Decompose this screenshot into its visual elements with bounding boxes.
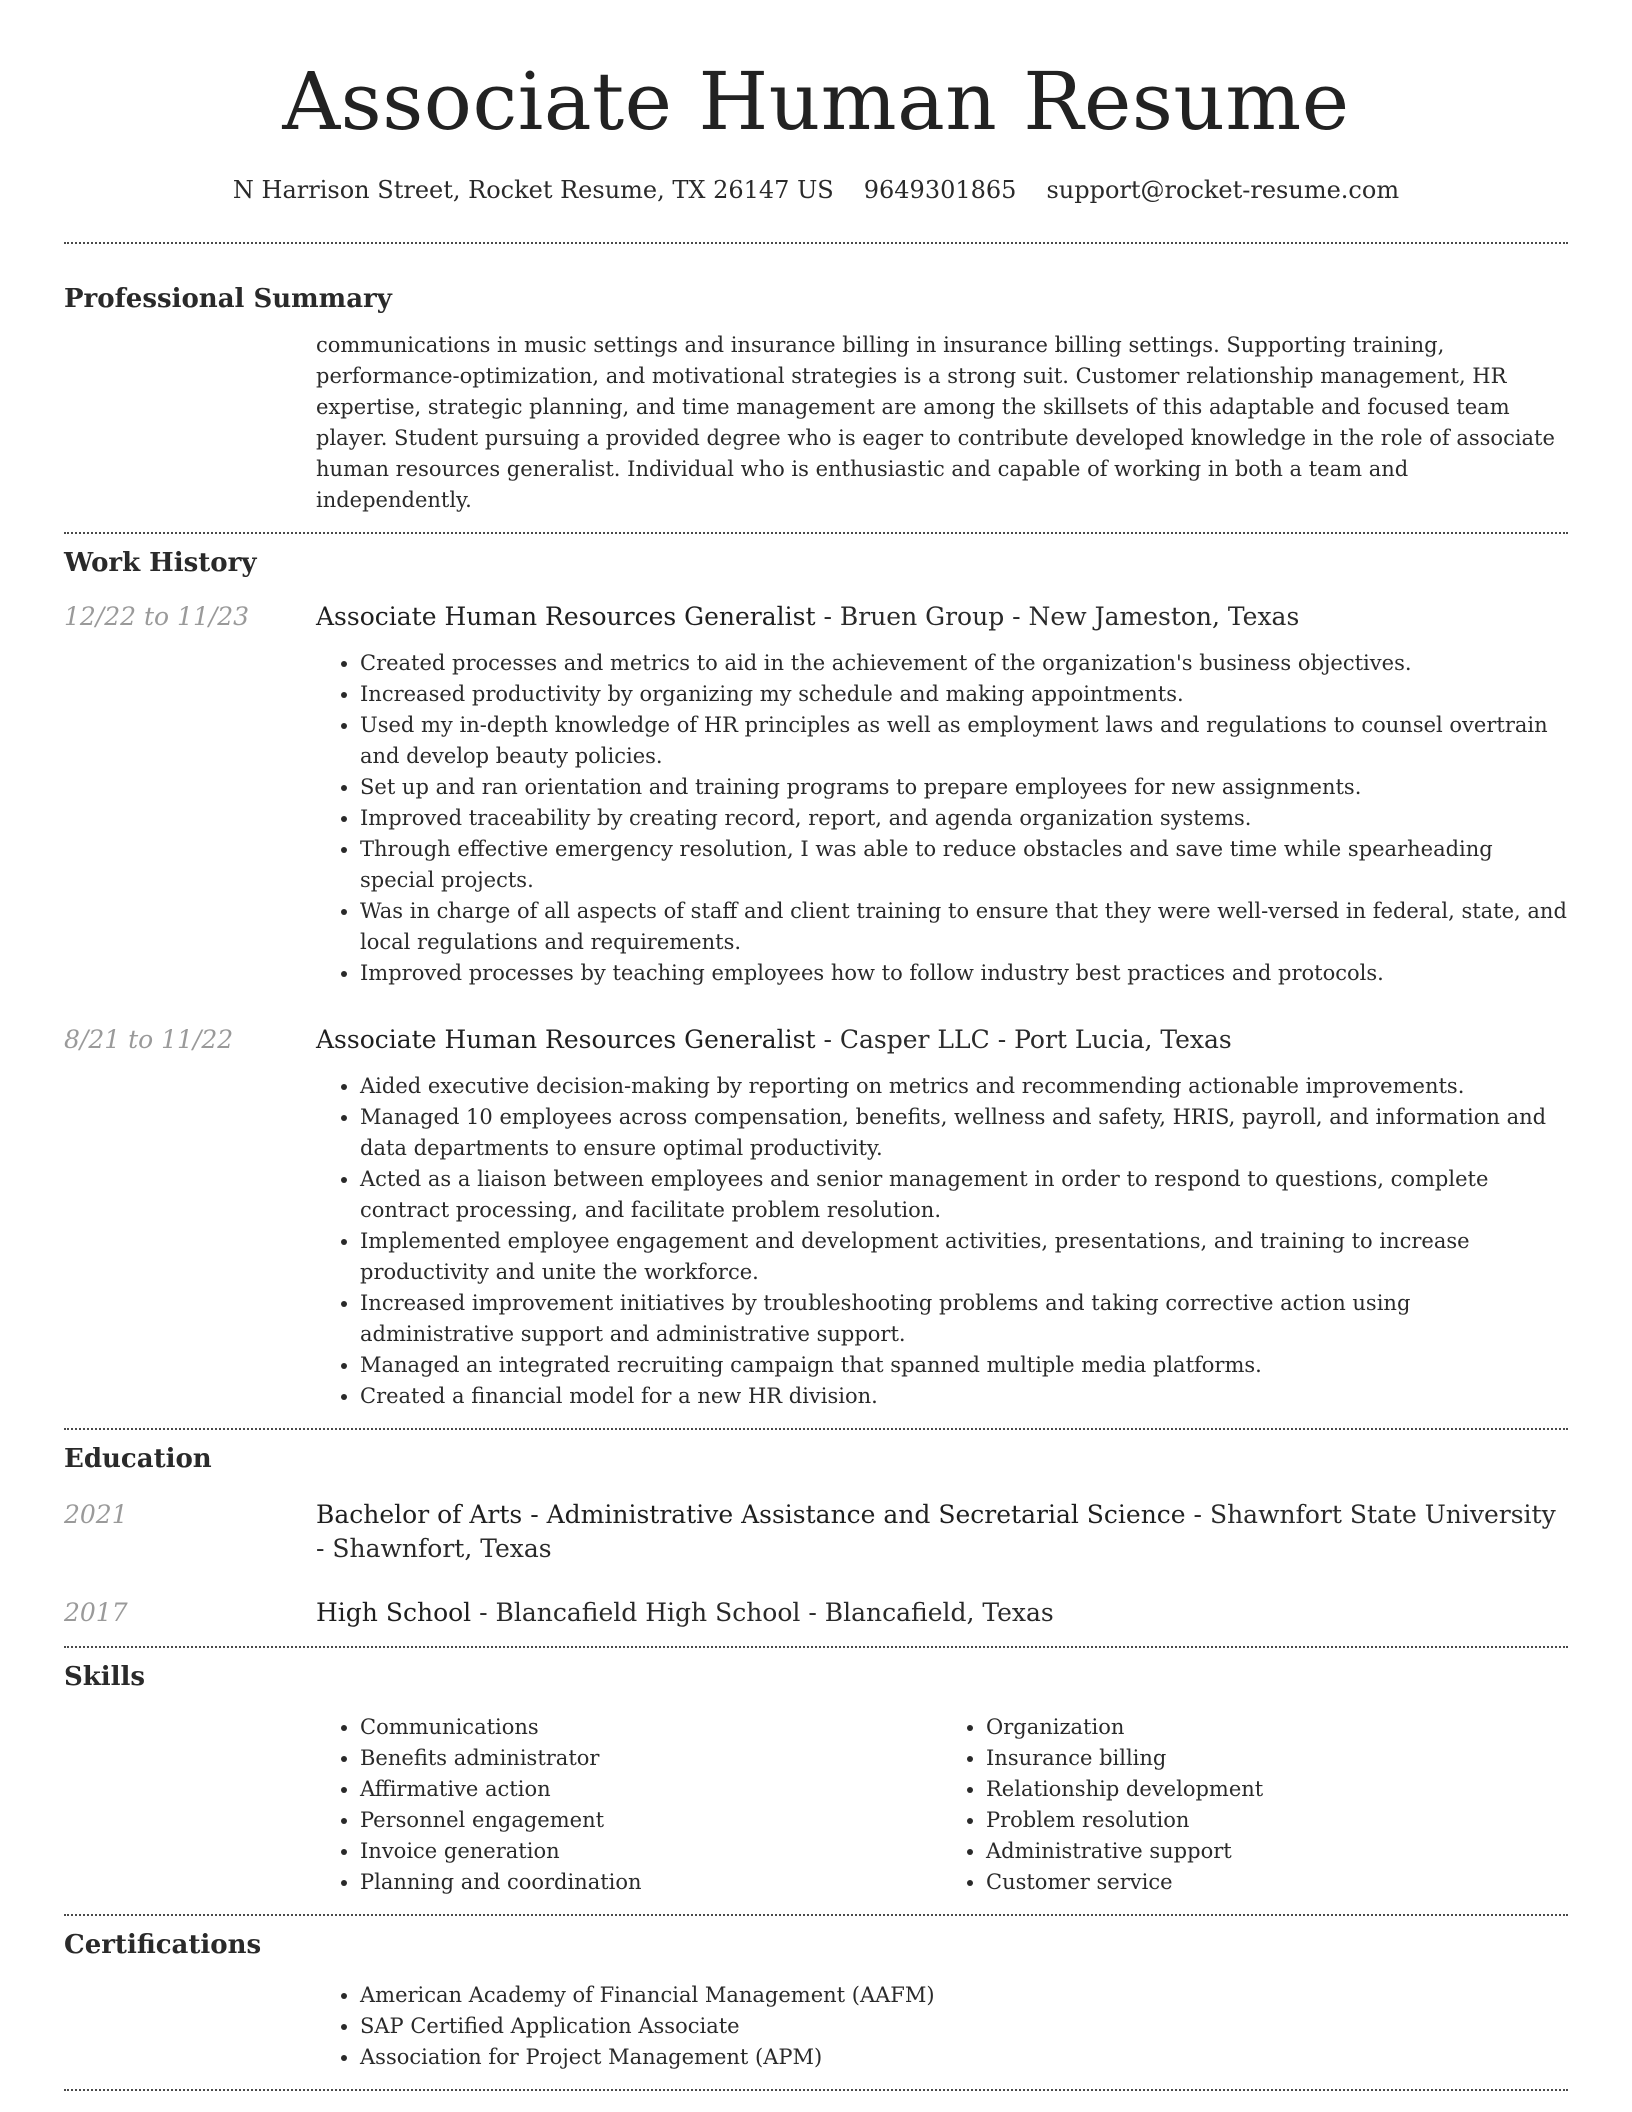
list-item: • Planning and coordination <box>360 1867 942 1898</box>
list-item: • Customer service <box>986 1867 1568 1898</box>
list-item: • Set up and ran orientation and training programs to prepare employees for new assignments. <box>360 772 1568 803</box>
section-divider <box>64 532 1568 534</box>
list-item: • SAP Certified Application Associate <box>360 2011 1568 2042</box>
contact-line <box>64 174 1568 206</box>
section-divider <box>64 1914 1568 1916</box>
address: N Harrison Street, Rocket Resume, TX 26147 US <box>232 176 834 204</box>
page-title: Associate Human Resume <box>282 55 1350 148</box>
education-section <box>64 1442 1568 1630</box>
phone: 9649301865 <box>863 176 1017 204</box>
email: support@rocket-resume.com <box>1046 176 1400 204</box>
list-item: • Improved processes by teaching employees how to follow industry best practices and protocols. <box>360 958 1568 989</box>
job-dates: 8/21 to 11/22 <box>64 1025 234 1054</box>
list-item: • Aided executive decision-making by reporting on metrics and recommending actionable improvements. <box>360 1071 1568 1102</box>
list-item: • Acted as a liaison between employees and senior management in order to respond to questions, complete contract processing, and facilitate problem resolution. <box>360 1164 1568 1226</box>
education-entry <box>64 1498 1568 1566</box>
education-heading: Education <box>64 1444 212 1474</box>
certifications-heading: Certifications <box>64 1930 262 1960</box>
job-dates: 12/22 to 11/23 <box>64 602 250 631</box>
list-item: • Relationship development <box>986 1774 1568 1805</box>
education-title <box>316 1596 1568 1630</box>
list-item: • Benefits administrator <box>360 1743 942 1774</box>
list-item: • Insurance billing <box>986 1743 1568 1774</box>
section-divider <box>64 1428 1568 1430</box>
education-details: - Shawnfort State University - Shawnfort, Texas <box>316 1500 1556 1563</box>
section-divider <box>64 242 1568 244</box>
list-item: • Used my in-depth knowledge of HR principles as well as employment laws and regulations to counsel overtrain and develop beauty policies. <box>360 710 1568 772</box>
skills-grid <box>316 1712 1568 1898</box>
resume-page <box>64 0 1568 2091</box>
education-entry <box>64 1596 1568 1630</box>
list-item: • Affirmative action <box>360 1774 942 1805</box>
work-history-section <box>64 546 1568 1412</box>
list-item: • Managed 10 employees across compensation, benefits, wellness and safety, HRIS, payroll, and information and data departments to ensure optimal productivity. <box>360 1102 1568 1164</box>
list-item: • Increased productivity by organizing my schedule and making appointments. <box>360 679 1568 710</box>
list-item: • Organization <box>986 1712 1568 1743</box>
list-item: • American Academy of Financial Management (AAFM) <box>360 1980 1568 2011</box>
certifications-list <box>316 1980 1568 2073</box>
skills-list-right <box>942 1712 1568 1898</box>
list-item: • Was in charge of all aspects of staff and client training to ensure that they were well-versed in federal, state, and local regulations and requirements. <box>360 896 1568 958</box>
list-item: • Association for Project Management (APM) <box>360 2042 1568 2073</box>
list-item: • Invoice generation <box>360 1836 942 1867</box>
list-item: • Through effective emergency resolution, I was able to reduce obstacles and save time while spearheading special projects. <box>360 834 1568 896</box>
list-item: • Implemented employee engagement and development activities, presentations, and training to increase productivity and unite the workforce. <box>360 1226 1568 1288</box>
education-title <box>316 1498 1568 1566</box>
list-item: • Administrative support <box>986 1836 1568 1867</box>
summary-section <box>64 282 1568 516</box>
list-item: • Increased improvement initiatives by troubleshooting problems and taking corrective action using administrative support and administrative support. <box>360 1288 1568 1350</box>
education-details: - Blancafield High School - Blancafield, Texas <box>471 1598 1054 1627</box>
list-item: • Personnel engagement <box>360 1805 942 1836</box>
skills-heading: Skills <box>64 1662 146 1692</box>
section-divider <box>64 2089 1568 2091</box>
summary-text: communications in music settings and insurance billing in insurance billing settings. Supporting training, performance-optimization, and motivational strategies is a strong suit. Customer relationship management, HR expertise, strategic planning, and time management are among the skillsets of this adaptable and focused team player. Student pursuing a provided degree who is eager to contribute developed knowledge in the role of associate human resources generalist. Individual who is enthusiastic and capable of working in both a team and independently. <box>316 333 1555 512</box>
skills-section <box>64 1660 1568 1898</box>
job-entry <box>64 600 1568 989</box>
section-divider <box>64 1646 1568 1648</box>
job-entry <box>64 1023 1568 1412</box>
list-item: • Created a financial model for a new HR division. <box>360 1381 1568 1412</box>
degree: Bachelor of Arts - Administrative Assistance and Secretarial Science <box>316 1500 1186 1529</box>
list-item: • Improved traceability by creating record, report, and agenda organization systems. <box>360 803 1568 834</box>
job-details: - Casper LLC - Port Lucia, Texas <box>815 1025 1232 1054</box>
list-item: • Communications <box>360 1712 942 1743</box>
job-details: - Bruen Group - New Jameston, Texas <box>815 602 1300 631</box>
summary-heading: Professional Summary <box>64 284 392 314</box>
job-bullets <box>316 648 1568 989</box>
degree: High School <box>316 1598 472 1627</box>
resume-header <box>64 52 1568 206</box>
education-year: 2017 <box>64 1598 128 1627</box>
skills-list-left <box>316 1712 942 1898</box>
job-role: Associate Human Resources Generalist <box>316 602 816 631</box>
job-title <box>316 1023 1568 1057</box>
list-item: • Managed an integrated recruiting campaign that spanned multiple media platforms. <box>360 1350 1568 1381</box>
work-history-heading: Work History <box>64 548 257 578</box>
job-title <box>316 600 1568 634</box>
certifications-section <box>64 1928 1568 2073</box>
job-role: Associate Human Resources Generalist <box>316 1025 816 1054</box>
list-item: • Created processes and metrics to aid in the achievement of the organization's business objectives. <box>360 648 1568 679</box>
list-item: • Problem resolution <box>986 1805 1568 1836</box>
education-year: 2021 <box>64 1500 128 1529</box>
job-bullets <box>316 1071 1568 1412</box>
